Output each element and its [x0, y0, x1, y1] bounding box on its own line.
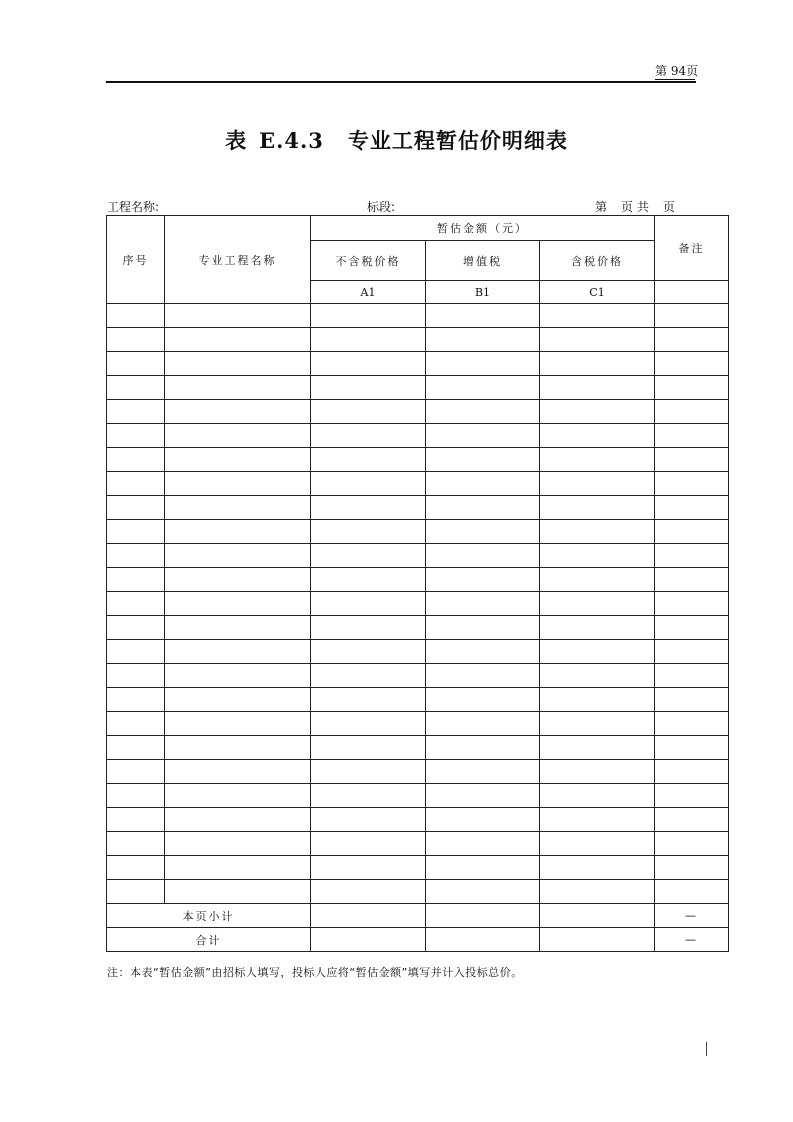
- cell-index[interactable]: [107, 448, 165, 472]
- table-row: [107, 736, 729, 760]
- cell-index[interactable]: [107, 736, 165, 760]
- cell-pretax[interactable]: [311, 448, 426, 472]
- cell-taxincl[interactable]: [540, 808, 655, 832]
- cell-index[interactable]: [107, 352, 165, 376]
- cell-taxincl[interactable]: [540, 832, 655, 856]
- cell-pretax[interactable]: [311, 664, 426, 688]
- cell-vat[interactable]: [426, 736, 540, 760]
- cell-name[interactable]: [165, 328, 311, 352]
- cell-name[interactable]: [165, 688, 311, 712]
- cell-remark[interactable]: [655, 760, 729, 784]
- cell-index[interactable]: [107, 640, 165, 664]
- cell-name[interactable]: [165, 520, 311, 544]
- cell-index[interactable]: [107, 880, 165, 904]
- cell-remark[interactable]: [655, 400, 729, 424]
- cell-remark[interactable]: [655, 352, 729, 376]
- cell-vat[interactable]: [426, 520, 540, 544]
- cell-pretax[interactable]: [311, 328, 426, 352]
- cell-remark[interactable]: [655, 304, 729, 328]
- table-row: [107, 400, 729, 424]
- cell-name[interactable]: [165, 472, 311, 496]
- cell-taxincl[interactable]: [540, 304, 655, 328]
- cell-vat[interactable]: [426, 424, 540, 448]
- table-row: [107, 568, 729, 592]
- cell-taxincl[interactable]: [540, 544, 655, 568]
- cell-taxincl[interactable]: [540, 376, 655, 400]
- cell-pretax[interactable]: [311, 856, 426, 880]
- cell-index[interactable]: [107, 688, 165, 712]
- cell-name[interactable]: [165, 784, 311, 808]
- table-row: [107, 856, 729, 880]
- total-row-vat[interactable]: [426, 928, 540, 952]
- cell-pretax[interactable]: [311, 544, 426, 568]
- cell-taxincl[interactable]: [540, 328, 655, 352]
- cell-name[interactable]: [165, 808, 311, 832]
- cell-index[interactable]: [107, 304, 165, 328]
- cell-pretax[interactable]: [311, 472, 426, 496]
- page-number: 第 94页: [655, 64, 699, 78]
- cell-taxincl[interactable]: [540, 784, 655, 808]
- cell-remark[interactable]: [655, 448, 729, 472]
- subtotal-row-pretax[interactable]: [311, 904, 426, 928]
- cell-pretax[interactable]: [311, 808, 426, 832]
- col-code-pretax: A1: [311, 281, 426, 304]
- table-row: [107, 448, 729, 472]
- cell-index[interactable]: [107, 784, 165, 808]
- cell-pretax[interactable]: [311, 400, 426, 424]
- cell-name[interactable]: [165, 760, 311, 784]
- project-name-label: 工程名称:: [107, 200, 160, 214]
- col-code-remark: [655, 281, 729, 304]
- cell-index[interactable]: [107, 832, 165, 856]
- cell-pretax[interactable]: [311, 712, 426, 736]
- cell-vat[interactable]: [426, 856, 540, 880]
- cell-taxincl[interactable]: [540, 712, 655, 736]
- table-row: [107, 472, 729, 496]
- cell-remark[interactable]: [655, 592, 729, 616]
- table-row: [107, 664, 729, 688]
- cell-taxincl[interactable]: [540, 568, 655, 592]
- cell-pretax[interactable]: [311, 424, 426, 448]
- cell-taxincl[interactable]: [540, 424, 655, 448]
- cell-name[interactable]: [165, 400, 311, 424]
- cell-taxincl[interactable]: [540, 736, 655, 760]
- cell-taxincl[interactable]: [540, 448, 655, 472]
- cell-name[interactable]: [165, 664, 311, 688]
- cell-pretax[interactable]: [311, 520, 426, 544]
- cell-name[interactable]: [165, 736, 311, 760]
- cell-taxincl[interactable]: [540, 592, 655, 616]
- table-row: [107, 496, 729, 520]
- col-header-remark: 备注: [655, 216, 729, 281]
- title-name: 专业工程暂估价明细表: [347, 128, 568, 153]
- cell-vat[interactable]: [426, 880, 540, 904]
- cell-name[interactable]: [165, 352, 311, 376]
- cell-index[interactable]: [107, 808, 165, 832]
- col-code-vat: B1: [426, 281, 540, 304]
- subtotal-row: [107, 904, 729, 928]
- table-row: [107, 328, 729, 352]
- cell-name[interactable]: [165, 424, 311, 448]
- section-label: 标段:: [367, 200, 396, 214]
- page-number-underline: [655, 79, 695, 80]
- cell-name[interactable]: [165, 568, 311, 592]
- cell-pretax[interactable]: [311, 616, 426, 640]
- table-row: [107, 376, 729, 400]
- table-row: [107, 784, 729, 808]
- cell-vat[interactable]: [426, 304, 540, 328]
- cell-index[interactable]: [107, 328, 165, 352]
- cell-taxincl[interactable]: [540, 400, 655, 424]
- subtotal-row-taxincl[interactable]: [540, 904, 655, 928]
- cell-remark[interactable]: [655, 712, 729, 736]
- total-row-pretax[interactable]: [311, 928, 426, 952]
- cell-pretax[interactable]: [311, 304, 426, 328]
- cell-pretax[interactable]: [311, 592, 426, 616]
- cell-remark[interactable]: [655, 640, 729, 664]
- cell-index[interactable]: [107, 568, 165, 592]
- cell-vat[interactable]: [426, 376, 540, 400]
- cell-vat[interactable]: [426, 496, 540, 520]
- col-code-taxincl: C1: [540, 281, 655, 304]
- page-title: [0, 125, 793, 155]
- table-row: [107, 304, 729, 328]
- cell-pretax[interactable]: [311, 640, 426, 664]
- cell-index[interactable]: [107, 712, 165, 736]
- cell-remark[interactable]: [655, 880, 729, 904]
- cell-name[interactable]: [165, 640, 311, 664]
- cell-name[interactable]: [165, 592, 311, 616]
- subtotal-row-label: 本页小计: [107, 904, 311, 928]
- cell-vat[interactable]: [426, 568, 540, 592]
- table-row: [107, 832, 729, 856]
- header-rule: [106, 81, 696, 83]
- total-row-label: 合计: [107, 928, 311, 952]
- cell-remark[interactable]: [655, 568, 729, 592]
- cell-vat[interactable]: [426, 760, 540, 784]
- cell-vat[interactable]: [426, 640, 540, 664]
- subtotal-row-vat[interactable]: [426, 904, 540, 928]
- cell-vat[interactable]: [426, 592, 540, 616]
- cell-vat[interactable]: [426, 808, 540, 832]
- cell-remark[interactable]: [655, 544, 729, 568]
- cell-remark[interactable]: [655, 424, 729, 448]
- cell-remark[interactable]: [655, 688, 729, 712]
- cell-vat[interactable]: [426, 328, 540, 352]
- cell-vat[interactable]: [426, 400, 540, 424]
- total-row-remark: —: [655, 928, 729, 952]
- cell-vat[interactable]: [426, 664, 540, 688]
- cell-index[interactable]: [107, 592, 165, 616]
- table-row: [107, 352, 729, 376]
- cell-remark[interactable]: [655, 328, 729, 352]
- cell-index[interactable]: [107, 760, 165, 784]
- table-row: [107, 760, 729, 784]
- cell-taxincl[interactable]: [540, 496, 655, 520]
- cell-remark[interactable]: [655, 616, 729, 640]
- cell-remark[interactable]: [655, 376, 729, 400]
- cell-taxincl[interactable]: [540, 856, 655, 880]
- table-row: [107, 712, 729, 736]
- cell-index[interactable]: [107, 424, 165, 448]
- col-header-index: 序号: [107, 216, 165, 304]
- cell-pretax[interactable]: [311, 880, 426, 904]
- cell-pretax[interactable]: [311, 760, 426, 784]
- cell-pretax[interactable]: [311, 736, 426, 760]
- cell-pretax[interactable]: [311, 352, 426, 376]
- cell-vat[interactable]: [426, 352, 540, 376]
- cell-taxincl[interactable]: [540, 520, 655, 544]
- cell-pretax[interactable]: [311, 688, 426, 712]
- page-count-label: [595, 200, 675, 214]
- cell-index[interactable]: [107, 496, 165, 520]
- cell-index[interactable]: [107, 400, 165, 424]
- table-row: [107, 688, 729, 712]
- total-row-taxincl[interactable]: [540, 928, 655, 952]
- cell-vat[interactable]: [426, 832, 540, 856]
- cell-vat[interactable]: [426, 784, 540, 808]
- title-prefix: 表: [225, 128, 248, 153]
- cell-index[interactable]: [107, 472, 165, 496]
- cell-remark[interactable]: [655, 496, 729, 520]
- table-row: [107, 520, 729, 544]
- cell-remark[interactable]: [655, 808, 729, 832]
- table-row: [107, 592, 729, 616]
- cell-taxincl[interactable]: [540, 688, 655, 712]
- estimate-detail-table: [106, 215, 729, 952]
- col-group-estimate-amount: 暂估金额（元）: [311, 216, 655, 241]
- total-row: [107, 928, 729, 952]
- cell-index[interactable]: [107, 856, 165, 880]
- cell-index[interactable]: [107, 616, 165, 640]
- cell-taxincl[interactable]: [540, 664, 655, 688]
- cell-index[interactable]: [107, 664, 165, 688]
- cell-pretax[interactable]: [311, 832, 426, 856]
- cell-name[interactable]: [165, 832, 311, 856]
- cell-pretax[interactable]: [311, 496, 426, 520]
- cell-taxincl[interactable]: [540, 880, 655, 904]
- cell-pretax[interactable]: [311, 784, 426, 808]
- cell-remark[interactable]: [655, 472, 729, 496]
- table-row: [107, 808, 729, 832]
- cell-name[interactable]: [165, 376, 311, 400]
- cell-remark[interactable]: [655, 784, 729, 808]
- table-row: [107, 640, 729, 664]
- cell-vat[interactable]: [426, 712, 540, 736]
- cell-vat[interactable]: [426, 544, 540, 568]
- page-label: 第: [595, 200, 608, 214]
- cell-taxincl[interactable]: [540, 472, 655, 496]
- cell-taxincl[interactable]: [540, 640, 655, 664]
- cell-taxincl[interactable]: [540, 352, 655, 376]
- cell-remark[interactable]: [655, 856, 729, 880]
- cell-pretax[interactable]: [311, 376, 426, 400]
- cell-remark[interactable]: [655, 736, 729, 760]
- cell-index[interactable]: [107, 520, 165, 544]
- cell-name[interactable]: [165, 616, 311, 640]
- col-header-vat: 增值税: [426, 241, 540, 281]
- cell-name[interactable]: [165, 712, 311, 736]
- cell-taxincl[interactable]: [540, 760, 655, 784]
- cell-vat[interactable]: [426, 616, 540, 640]
- col-header-taxincl: 含税价格: [540, 241, 655, 281]
- cell-pretax[interactable]: [311, 568, 426, 592]
- footnote: 注：本表“暂估金额”由招标人填写，投标人应将“暂估金额”填写并计入投标总价。: [107, 966, 523, 979]
- cell-remark[interactable]: [655, 664, 729, 688]
- page-end-label: 页: [662, 200, 675, 214]
- cell-vat[interactable]: [426, 472, 540, 496]
- page-mid-label: 页 共: [621, 200, 649, 214]
- cell-name[interactable]: [165, 448, 311, 472]
- table-row: [107, 880, 729, 904]
- cell-vat[interactable]: [426, 448, 540, 472]
- cell-name[interactable]: [165, 880, 311, 904]
- col-header-name: 专业工程名称: [165, 216, 311, 304]
- table-row: [107, 544, 729, 568]
- subtotal-row-remark: —: [655, 904, 729, 928]
- table-row: [107, 424, 729, 448]
- cell-name[interactable]: [165, 304, 311, 328]
- cell-remark[interactable]: [655, 520, 729, 544]
- cell-taxincl[interactable]: [540, 616, 655, 640]
- cell-name[interactable]: [165, 544, 311, 568]
- cell-name[interactable]: [165, 496, 311, 520]
- col-header-pretax: 不含税价格: [311, 241, 426, 281]
- margin-mark: [706, 1042, 707, 1056]
- title-number: E.4.3: [259, 128, 324, 153]
- cell-vat[interactable]: [426, 688, 540, 712]
- cell-name[interactable]: [165, 856, 311, 880]
- cell-index[interactable]: [107, 376, 165, 400]
- table-row: [107, 616, 729, 640]
- cell-remark[interactable]: [655, 832, 729, 856]
- cell-index[interactable]: [107, 544, 165, 568]
